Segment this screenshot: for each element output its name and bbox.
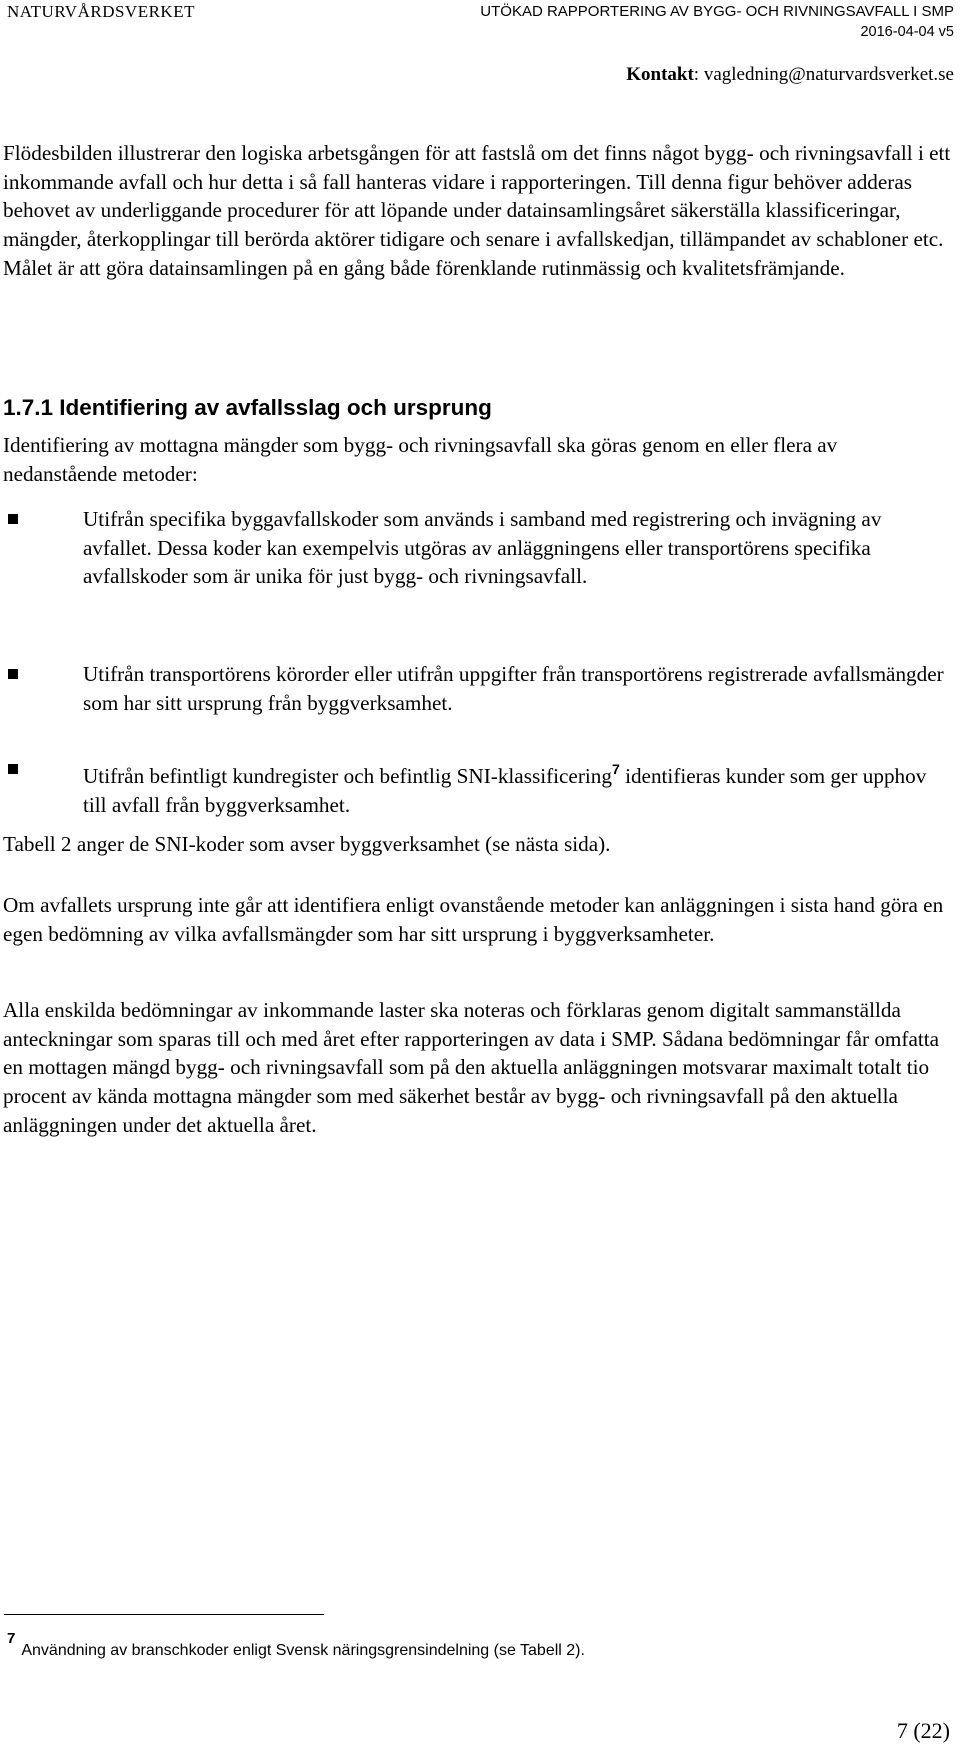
agency-name: NATURVÅRDSVERKET <box>7 2 195 21</box>
footnote <box>7 1630 585 1660</box>
bullet-item <box>3 755 953 819</box>
report-title: UTÖKAD RAPPORTERING AV BYGG- OCH RIVNINGSAVFALL I SMP <box>480 3 954 20</box>
contact-email[interactable]: : vagledning@naturvardsverket.se <box>693 64 954 85</box>
bullet-square-icon <box>8 669 18 679</box>
bullet-text-part: Utifrån befintligt kundregister och befintlig SNI-klassificering <box>83 764 612 788</box>
footnote-ref[interactable]: 7 <box>611 761 620 777</box>
bullet-item <box>3 505 953 591</box>
bullet-square-icon <box>8 514 18 524</box>
footnote-number: 7 <box>7 1630 16 1647</box>
assessments-paragraph: Alla enskilda bedömningar av inkommande laster ska noteras och förklaras genom digitalt sammanställda anteckningar som sparas till och med året efter rapporteringen av data i SMP. Sådana bedömningar får omfatta en mottagen mängd bygg- och rivningsavfall som på den aktuella anläggningen motsvarar maximalt totalt tio procent av kända mottagna mängder som med säkerhet består av bygg- och rivningsavfall på den aktuella anläggningen under det aktuella året. <box>3 998 940 1137</box>
table-reference: Tabell 2 anger de SNI-koder som avser byggverksamhet (se nästa sida). <box>3 832 611 856</box>
section-heading: 1.7.1 Identifiering av avfallsslag och ursprung <box>3 395 492 420</box>
section-lead: Identifiering av mottagna mängder som bygg- och rivningsavfall ska göras genom en eller flera av nedanstående metoder: <box>3 433 838 486</box>
bullet-text-part: identifieras kunder som ger upphov till avfall från byggverksamhet. <box>83 764 927 817</box>
date-version: 2016-04-04 v5 <box>860 24 954 40</box>
footnote-divider <box>4 1614 324 1615</box>
fallback-paragraph: Om avfallets ursprung inte går att identifiera enligt ovanstående metoder kan anläggningen i sista hand göra en egen bedömning av vilka avfallsmängder som har sitt ursprung i byggverksamheter. <box>3 893 944 946</box>
intro-paragraph: Flödesbilden illustrerar den logiska arbetsgången för att fastslå om det finns något bygg- och rivningsavfall i ett inkommande avfall och hur detta i så fall hanteras vidare i rapporteringen. Till denna figur behöver adderas behovet av underliggande procedurer för att löpande under datainsamlingsåret säkerställa klassificeringar, mängder, återkopplingar till berörda aktörer tidigare och senare i avfallskedjan, tillämpandet av schabloner etc. Målet är att göra datainsamlingen på en gång både förenklande rutinmässig och kvalitetsfrämjande. <box>3 141 951 280</box>
contact-label: Kontakt <box>626 64 694 85</box>
footnote-text: Användning av branschkoder enligt Svensk näringsgrensindelning (se Tabell 2). <box>21 1642 585 1659</box>
bullet-text <box>83 755 953 819</box>
page-number: 7 (22) <box>896 1718 950 1743</box>
bullet-text: Utifrån specifika byggavfallskoder som används i samband med registrering och invägning av avfallet. Dessa koder kan exempelvis utgöras av anläggningens eller transportörens specifika avfallskoder som är unika för just bygg- och rivningsavfall. <box>83 507 882 589</box>
bullet-item <box>3 660 953 717</box>
bullet-square-icon <box>8 764 18 774</box>
bullet-text: Utifrån transportörens körorder eller utifrån uppgifter från transportörens registrerade avfallsmängder som har sitt ursprung från byggverksamhet. <box>83 662 944 715</box>
contact-line <box>626 64 954 86</box>
